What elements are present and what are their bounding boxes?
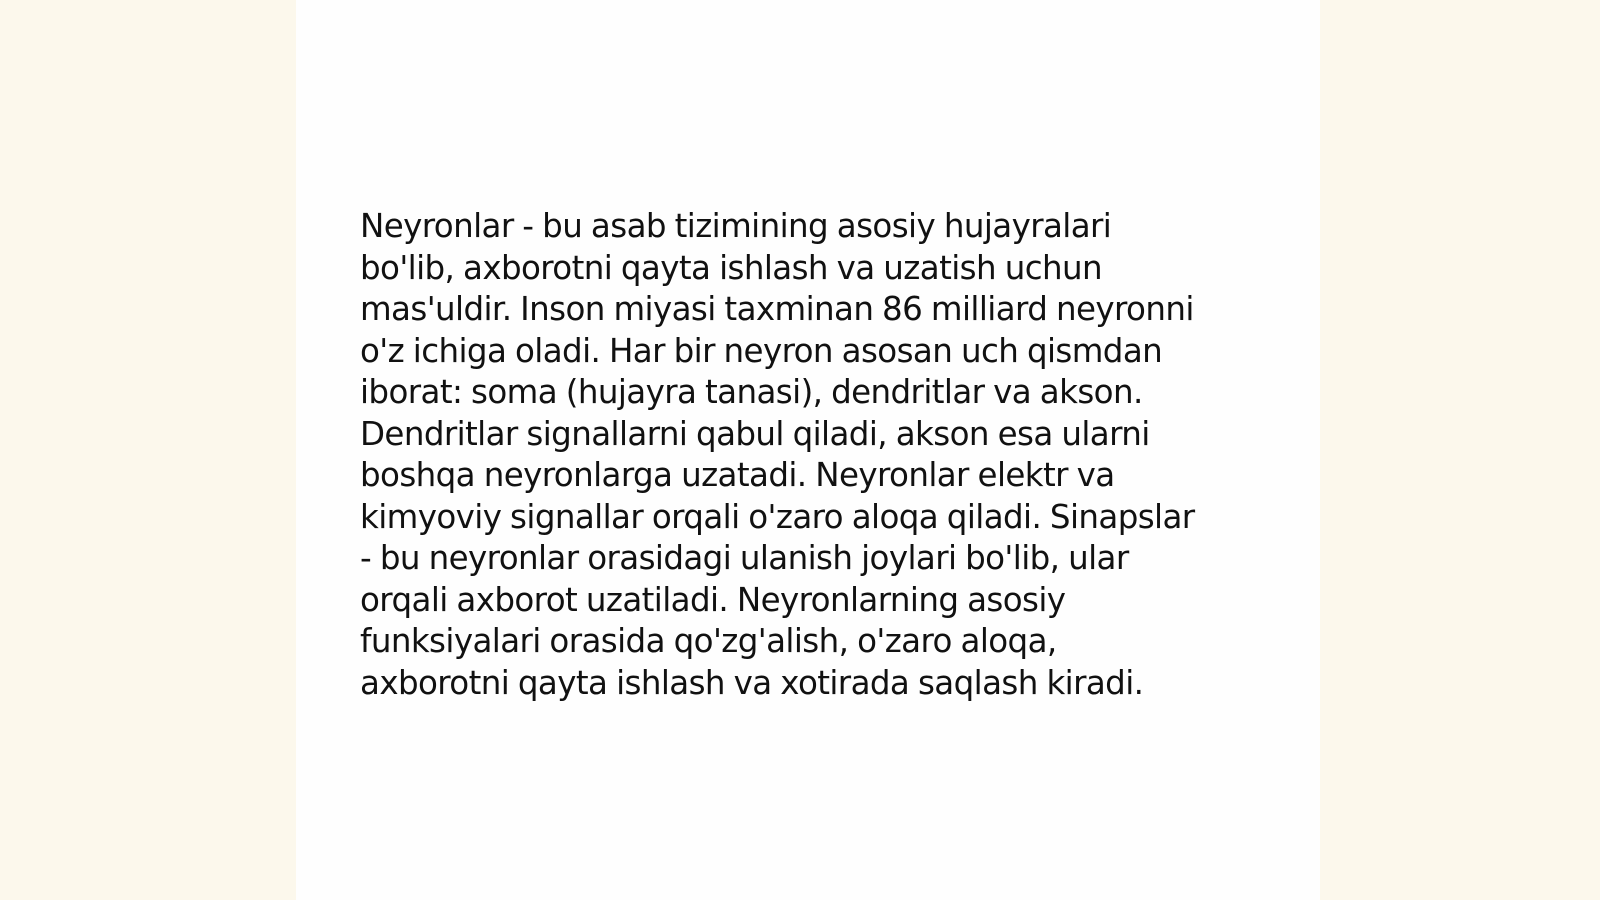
paragraph-line: iborat: soma (hujayra tanasi), dendritlar va akson.	[360, 373, 1143, 411]
paragraph-line: Dendritlar signallarni qabul qiladi, akson esa ularni	[360, 414, 1150, 453]
paragraph-line: bo'lib, axborotni qayta ishlash va uzatish uchun	[360, 248, 1102, 287]
paragraph-line: funksiyalari orasida qo'zg'alish, o'zaro aloqa,	[360, 622, 1057, 660]
body-paragraph	[360, 206, 1240, 704]
paragraph-line: boshqa neyronlarga uzatadi. Neyronlar elektr va	[360, 456, 1115, 494]
document-page	[296, 0, 1320, 900]
paragraph-line: kimyoviy signallar orqali o'zaro aloqa qiladi. Sinapslar	[360, 497, 1195, 536]
paragraph-line: orqali axborot uzatiladi. Neyronlarning asosiy	[360, 580, 1066, 619]
paragraph-line: axborotni qayta ishlash va xotirada saqlash kiradi.	[360, 663, 1144, 702]
paragraph-line: o'z ichiga oladi. Har bir neyron asosan uch qismdan	[360, 331, 1163, 370]
paragraph-line: Neyronlar - bu asab tizimining asosiy hujayralari	[360, 207, 1112, 245]
paragraph-line: mas'uldir. Inson miyasi taxminan 86 milliard neyronni	[360, 290, 1194, 328]
paragraph-line: - bu neyronlar orasidagi ulanish joylari bo'lib, ular	[360, 539, 1129, 577]
